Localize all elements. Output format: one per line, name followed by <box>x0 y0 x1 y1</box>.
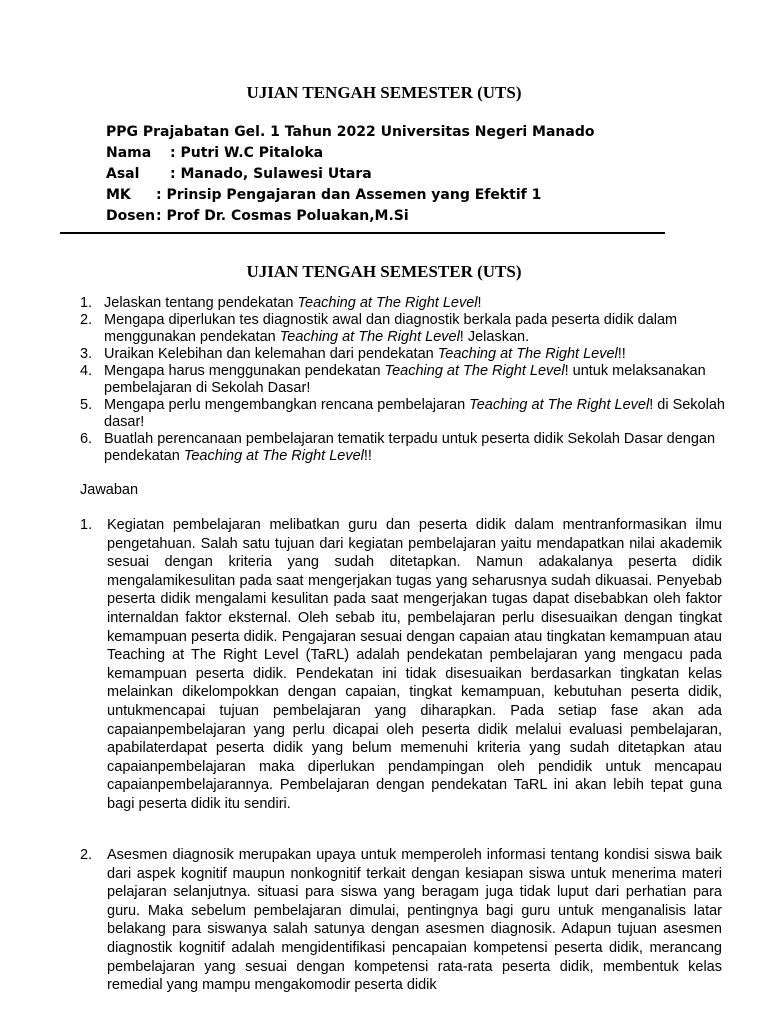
answer-1 <box>80 516 722 814</box>
question-text: Uraikan Kelebihan dan kelemahan dari pendekatan <box>104 346 438 362</box>
asal-label: Asal <box>106 166 140 182</box>
tarl-term: Teaching at The Right Level <box>469 397 650 413</box>
student-info-block <box>106 122 594 227</box>
tarl-term: Teaching at The Right Level <box>437 346 618 362</box>
answer-text: Asesmen diagnosik merupakan upaya untuk memperoleh informasi tentang kondisi siswa baik dari aspek kognitif maupun nonkognitif terkait dengan kesiapan siswa untuk menerima materi pelajaran selanjutnya. situasi para siswa yang beragam juga tidak luput dari perhatian para guru. Maka sebelum pembelajaran dimulai, pentingnya bagi guru untuk menganalisis latar belakang para siswanya salah satunya dengan asesmen diagnosik. Adapun tujuan asesmen diagnostik kognitif adalah mengidentifikasi pencapaian kompetensi peserta didik, merancang pembelajaran yang sesuai dengan kompetensi rata-rata peserta didik, membentuk kelas remedial yang mampu mengakomodir peserta didik <box>107 847 722 994</box>
answer-2 <box>80 846 722 995</box>
question-text: Mengapa perlu mengembangkan rencana pembelajaran <box>104 397 470 413</box>
question-text: Buatlah perencanaan pembelajaran tematik terpadu untuk peserta didik Sekolah Dasar dengan pendekatan <box>104 431 716 464</box>
question-item <box>80 295 730 312</box>
question-number: 4. <box>80 363 93 379</box>
tarl-term: Teaching at The Right Level <box>183 448 364 464</box>
nama-label: Nama <box>106 145 152 161</box>
answer-item <box>80 516 722 814</box>
asal-value: : Manado, Sulawesi Utara <box>170 166 372 182</box>
mk-row <box>106 185 594 206</box>
dosen-row <box>106 206 594 227</box>
answer-number: 2. <box>80 847 93 863</box>
question-suffix: !! <box>363 448 372 464</box>
question-list <box>80 295 730 465</box>
question-suffix: !! <box>617 346 626 362</box>
program-line: PPG Prajabatan Gel. 1 Tahun 2022 Universitas Negeri Manado <box>106 124 595 140</box>
nama-row <box>106 143 594 164</box>
section-title: UJIAN TENGAH SEMESTER (UTS) <box>246 262 522 281</box>
question-suffix: ! <box>477 295 482 311</box>
tarl-term: Teaching at The Right Level <box>384 363 565 379</box>
question-item <box>80 346 730 363</box>
dosen-value: : Prof Dr. Cosmas Poluakan,M.Si <box>156 208 409 224</box>
mk-value: : Prinsip Pengajaran dan Assemen yang Efektif 1 <box>156 187 542 203</box>
mk-label: MK <box>106 187 131 203</box>
question-number: 5. <box>80 397 93 413</box>
question-text: Mengapa harus menggunakan pendekatan <box>104 363 385 379</box>
question-number: 2. <box>80 312 93 328</box>
question-suffix: ! untuk melaksanakan pembelajaran di Sekolah Dasar! <box>104 363 706 396</box>
document-title: UJIAN TENGAH SEMESTER (UTS) <box>246 83 522 102</box>
tarl-term: Teaching at The Right Level <box>297 295 478 311</box>
question-item <box>80 431 730 465</box>
question-item <box>80 397 730 431</box>
question-number: 6. <box>80 431 93 447</box>
question-text: Jelaskan tentang pendekatan <box>104 295 298 311</box>
question-suffix: ! Jelaskan. <box>459 329 530 345</box>
nama-value: : Putri W.C Pitaloka <box>170 145 324 161</box>
question-number: 3. <box>80 346 93 362</box>
question-suffix: ! di Sekolah dasar! <box>104 397 725 430</box>
question-item <box>80 312 730 346</box>
question-text: Mengapa diperlukan tes diagnostik awal dan diagnostik berkala pada peserta didik dalam menggunakan pendekatan <box>104 312 678 345</box>
dosen-label: Dosen <box>106 208 156 224</box>
answer-item <box>80 846 722 995</box>
tarl-term: Teaching at The Right Level <box>279 329 460 345</box>
answer-number: 1. <box>80 517 93 533</box>
asal-row <box>106 164 594 185</box>
question-number: 1. <box>80 295 93 311</box>
question-item <box>80 363 730 397</box>
jawaban-label: Jawaban <box>80 482 139 498</box>
answer-text: Kegiatan pembelajaran melibatkan guru dan peserta didik dalam mentranformasikan ilmu pengetahuan. Salah satu tujuan dari kegiatan pembelajaran yaitu mendapatkan nilai akademik sesuai dengan kriteria yang sudah ditetapkan. Namun adakalanya peserta didik mengalamikesulitan pada saat mengerjakan tugas yang seharusnya sudah dikuasai. Penyebab peserta didik mengalami kesulitan pada saat mengerjakan tugas dapat disebabkan oleh faktor internaldan faktor eksternal. Oleh sebab itu, pembelajaran perlu disesuaikan dengan tingkat kemampuan peserta didik. Pengajaran sesuai dengan capaian atau tingkatan kemampuan atau Teaching at The Right Level (TaRL) adalah pendekatan pembelajaran yang mengacu pada kemampuan peserta didik. Pendekatan ini tidak disesuaikan berdasarkan tingkatan kelas melainkan dikelompokkan dengan capaian, tingkat kemampuan, kebutuhan peserta didik, untukmencapai tujuan pembelajaran yang diharapkan. Pada setiap fase akan ada capaianpembelajaran yang perlu dicapai oleh peserta didik melalui evaluasi pembelajaran, apabilaterdapat peserta didik yang belum memenuhi kriteria yang sudah ditetapkan atau capaianpembelajaran maka diperlukan pendampingan oleh pendidik untuk mencapau capaianpembelajarannya. Pembelajaran dengan pendekatan TaRL ini akan lebih tepat guna bagi peserta didik itu sendiri. <box>107 517 722 812</box>
header-divider <box>60 232 665 234</box>
